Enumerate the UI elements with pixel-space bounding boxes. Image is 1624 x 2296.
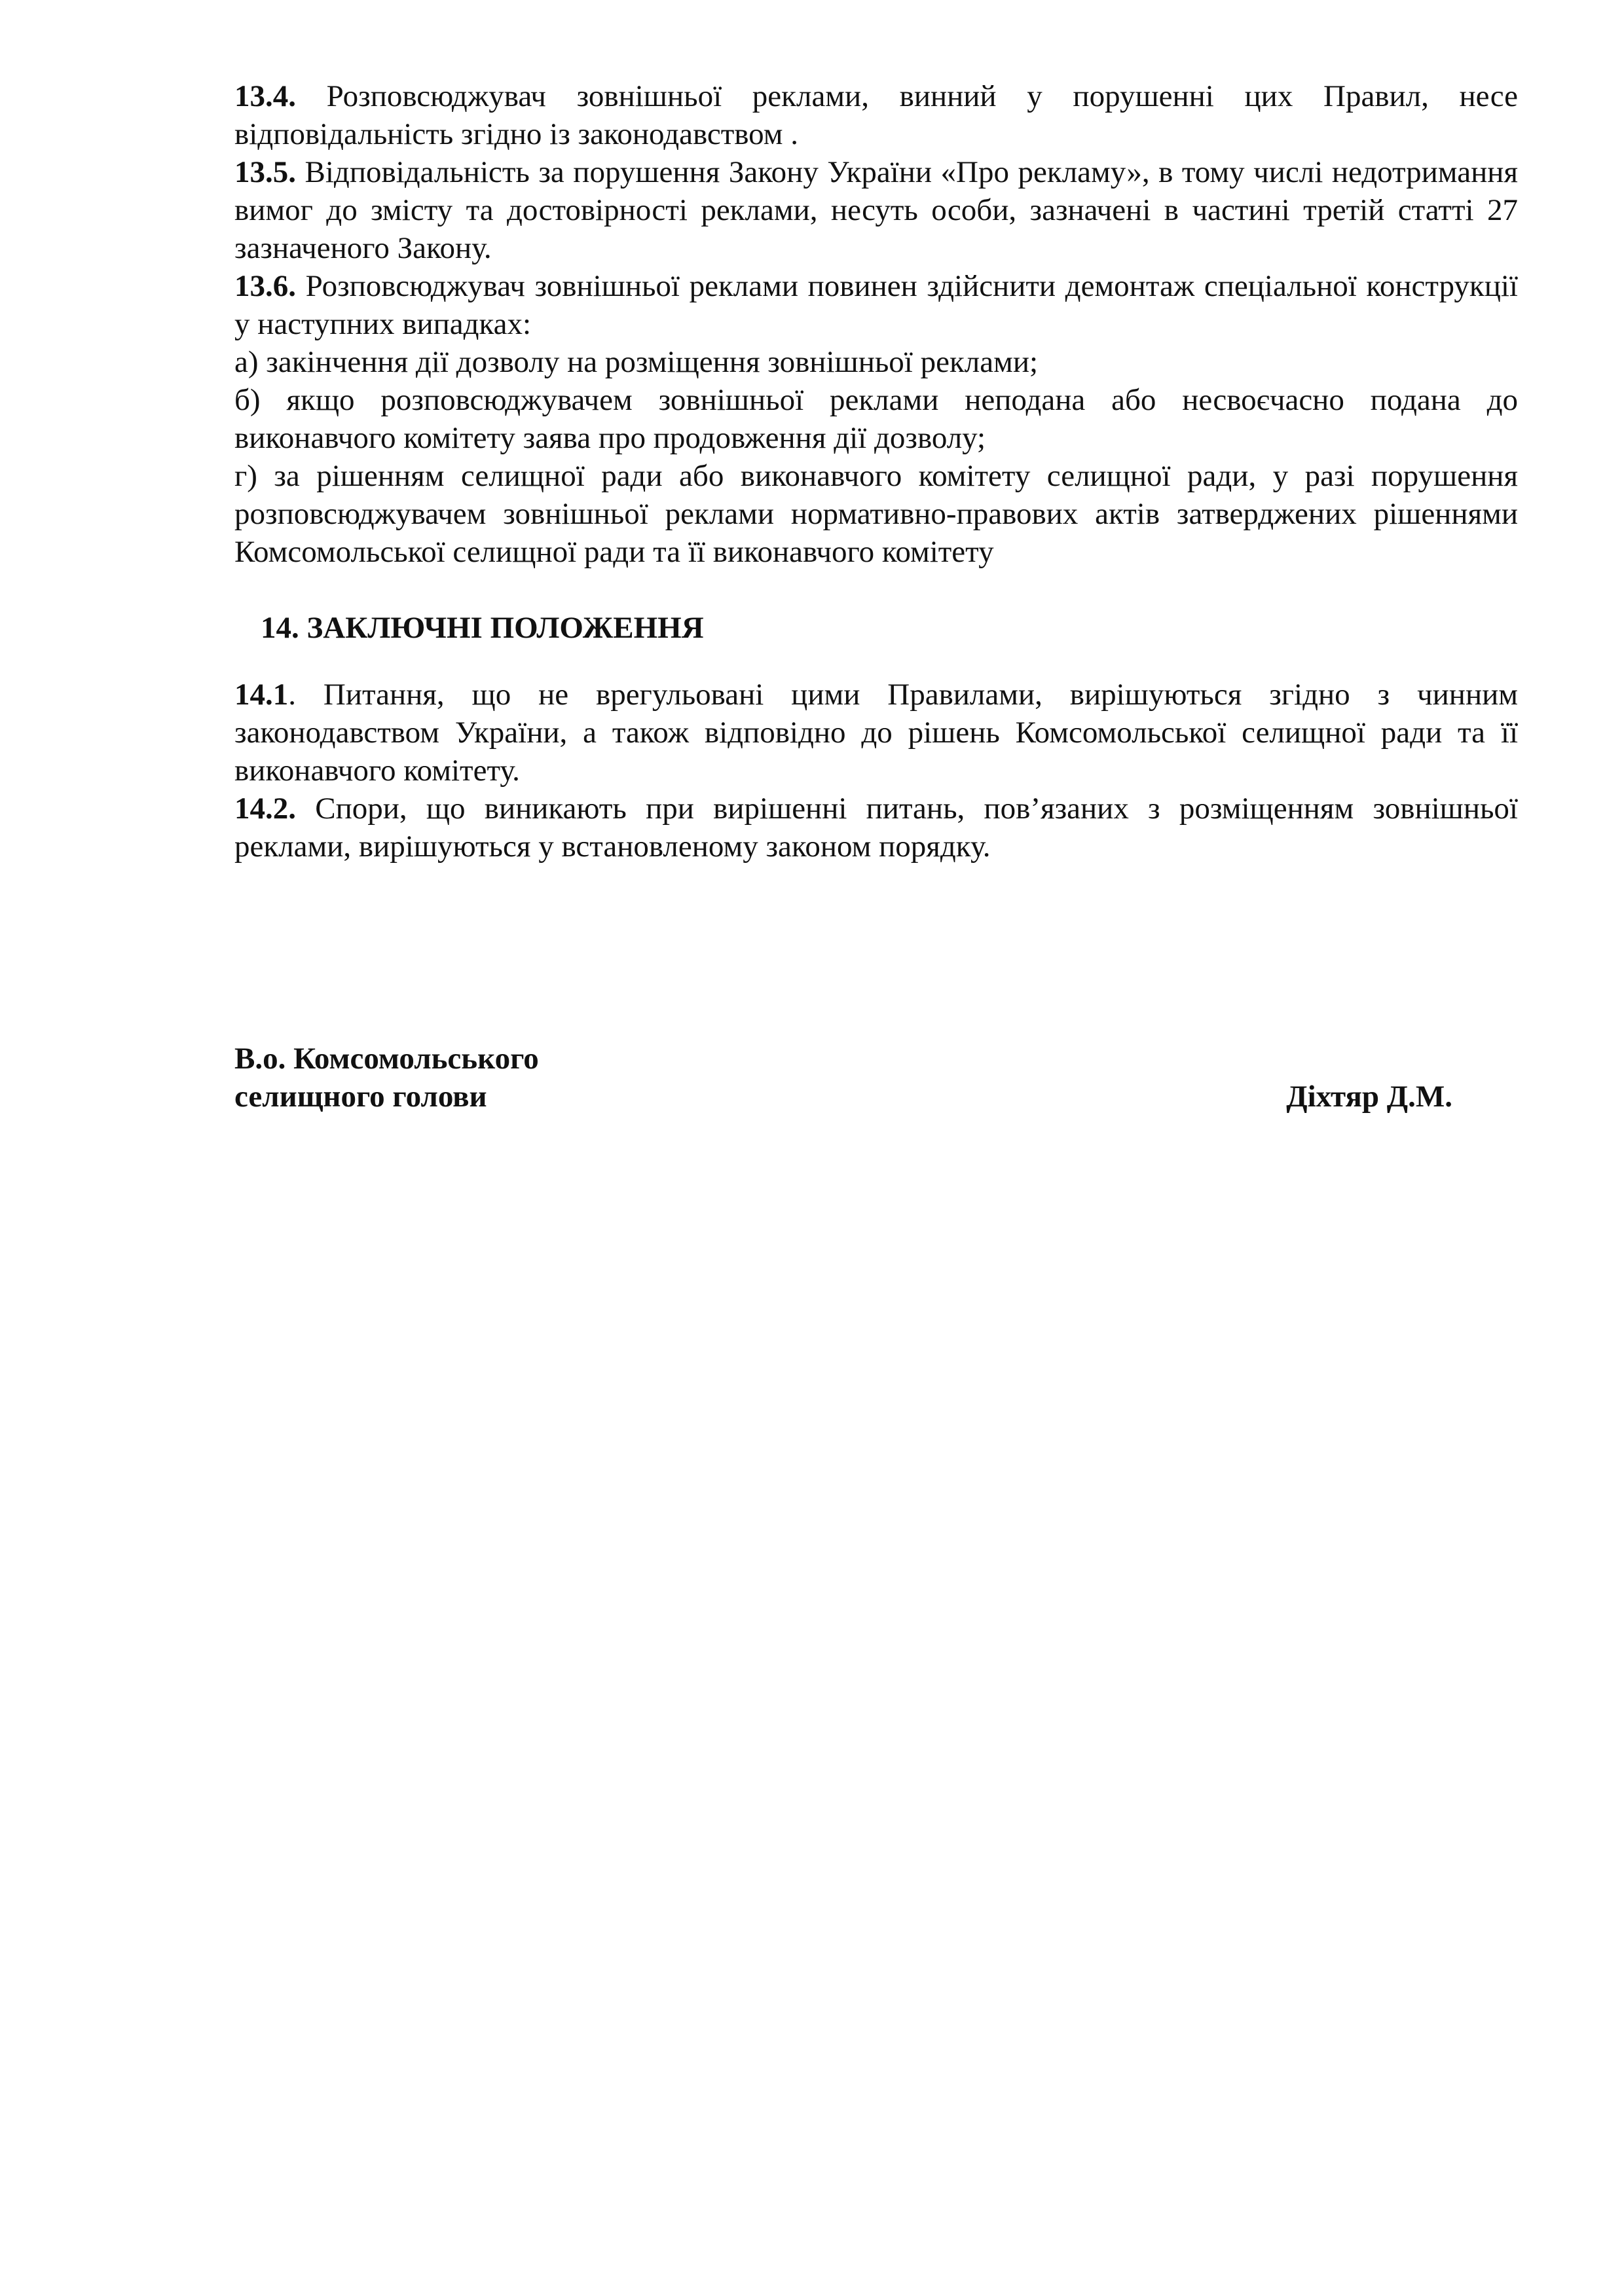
signature-title-line-1: В.о. Комсомольського [234, 1042, 539, 1076]
paragraph-14-1 [234, 676, 1518, 790]
paragraph-13-6 [234, 267, 1518, 343]
paragraph-number: 14.2. [234, 792, 296, 826]
paragraph-13-5 [234, 153, 1518, 267]
signature-title-line-2: селищного голови [234, 1080, 487, 1114]
paragraph-text: Розповсюджувач зовнішньої реклами, винний у порушенні цих Правил, несе відповідальність згідно із законодавством . [234, 79, 1518, 151]
list-item-b: б) якщо розповсюджувачем зовнішньої реклами неподана або несвоєчасно подана до виконавчого комітету заява про продовження дії дозволу; [234, 383, 1518, 455]
document-body [234, 77, 1518, 866]
signatory-name: Діхтяр Д.М. [1286, 1080, 1452, 1114]
paragraph-text: Спори, що виникають при вирішенні питань, пов’язаних з розміщенням зовнішньої реклами, вирішуються у встановленому законом порядку. [234, 792, 1518, 864]
signature-block [234, 1040, 1452, 1116]
paragraph-number: 14.1 [234, 678, 289, 712]
paragraph-text: . Питання, що не врегульовані цими Правилами, вирішуються згідно з чинним законодавством України, а також відповідно до рішень Комсомольської селищної ради та її виконавчого комітету. [234, 678, 1518, 788]
paragraph-text: Розповсюджувач зовнішньої реклами повинен здійснити демонтаж спеціальної конструкції у наступних випадках: [234, 269, 1518, 341]
list-item-g: г) за рішенням селищної ради або виконавчого комітету селищної ради, у разі порушення розповсюджувачем зовнішньої реклами нормативно-правових актів затверджених рішеннями Комсомольської селищної ради та її виконавчого комітету [234, 459, 1518, 569]
signature-row [234, 1078, 1452, 1116]
paragraph-14-2 [234, 790, 1518, 866]
paragraph-text: Відповідальність за порушення Закону України «Про рекламу», в тому числі недотримання вимог до змісту та достовірності реклами, несуть особи, зазначені в частині третій статті 27 зазначеного Закону. [234, 155, 1518, 265]
paragraph-number: 13.5. [234, 155, 296, 189]
list-item-a: а) закінчення дії дозволу на розміщення зовнішньої реклами; [234, 345, 1039, 379]
paragraph-number: 13.4. [234, 79, 296, 113]
paragraph-13-4 [234, 77, 1518, 153]
paragraph-number: 13.6. [234, 269, 296, 303]
section-heading-14: 14. ЗАКЛЮЧНІ ПОЛОЖЕННЯ [261, 611, 704, 645]
